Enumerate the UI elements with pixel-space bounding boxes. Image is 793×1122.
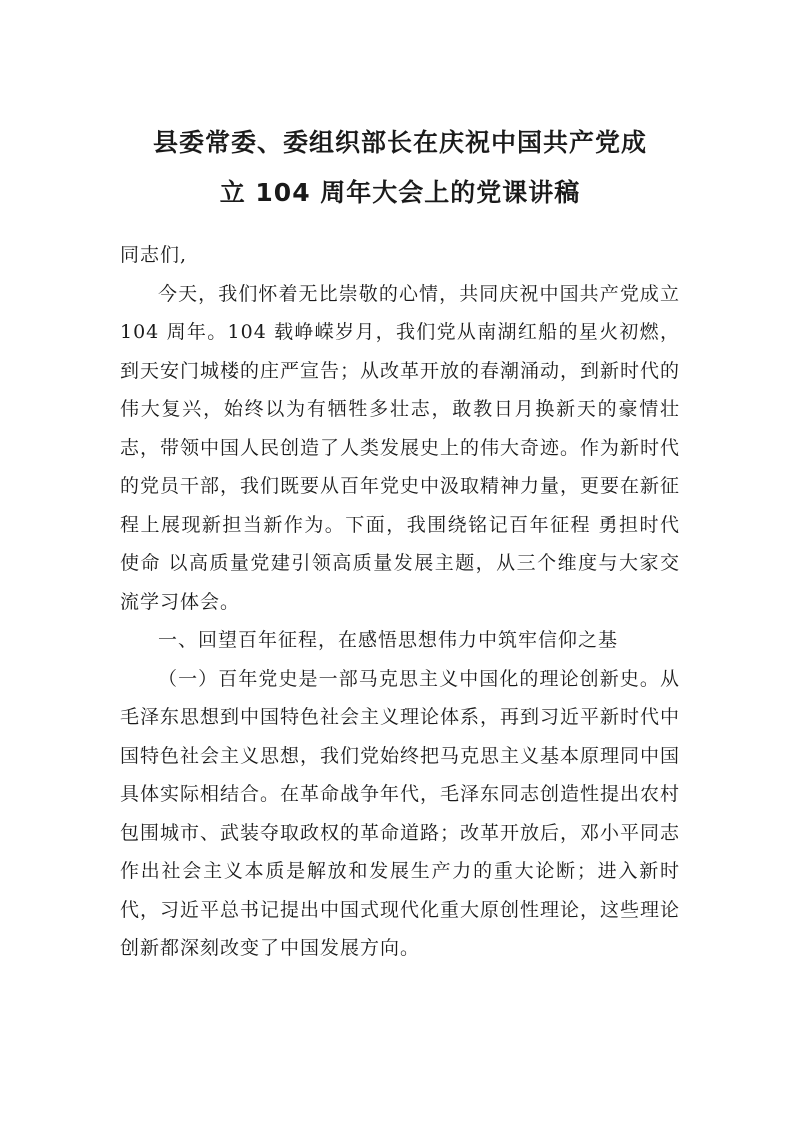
- salutation: 同志们,: [120, 244, 188, 266]
- document-page: [120, 118, 680, 968]
- paragraph-subsection-1: （一）百年党史是一部马克思主义中国化的理论创新史。从毛泽东思想到中国特色社会主义理论体系，再到习近平新时代中国特色社会主义思想，我们党始终把马克思主义基本原理同中国具体实际相结合。在革命战争年代，毛泽东同志创造性提出农村包围城市、武装夺取政权的革命道路；改革开放后，邓小平同志作出社会主义本质是解放和发展生产力的重大论断；进入新时代，习近平总书记提出中国式现代化重大原创性理论，这些理论创新都深刻改变了中国发展方向。: [120, 667, 681, 959]
- title-line-1: 县委常委、委组织部长在庆祝中国共产党成: [152, 128, 647, 157]
- section-heading-1: 一、回望百年征程，在感悟思想伟力中筑牢信仰之基: [158, 629, 619, 651]
- document-title: [120, 118, 680, 218]
- title-line-2: 立 104 周年大会上的党课讲稿: [219, 178, 581, 207]
- paragraph-intro: 今天，我们怀着无比崇敬的心情，共同庆祝中国共产党成立 104 周年。104 载峥嵘岁月，我们党从南湖红船的星火初燃，到天安门城楼的庄严宣告；从改革开放的春潮涌动，到新时代的伟大复兴，始终以为有牺牲多壮志，敢教日月换新天的豪情壮志，带领中国人民创造了人类发展史上的伟大奇迹。作为新时代的党员干部，我们既要从百年党史中汲取精神力量，更要在新征程上展现新担当新作为。下面，我围绕铭记百年征程 勇担时代使命 以高质量党建引领高质量发展主题，从三个维度与大家交流学习体会。: [120, 282, 681, 613]
- document-body: [120, 236, 680, 968]
